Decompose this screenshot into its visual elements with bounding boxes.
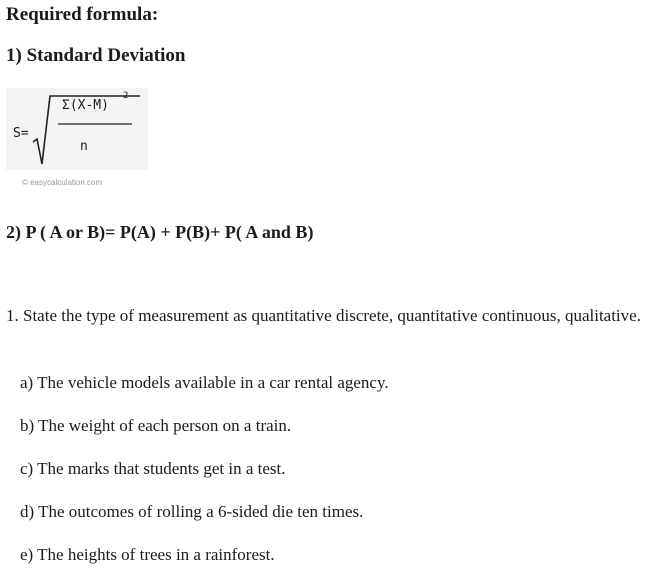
option-b: b) The weight of each person on a train. <box>20 416 292 435</box>
question-text: 1. State the type of measurement as quantitative discrete, quantitative continuous, qualitative. <box>6 306 641 325</box>
option-a: a) The vehicle models available in a car rental agency. <box>20 373 389 392</box>
option-d: d) The outcomes of rolling a 6-sided die ten times. <box>20 502 364 521</box>
formula-watermark: © easycalculation.com <box>22 178 103 187</box>
option-c: c) The marks that students get in a test. <box>20 459 286 478</box>
required-formula-heading: Required formula: <box>6 4 159 25</box>
formula-lhs: S= <box>13 126 29 141</box>
standard-deviation-formula-image <box>6 88 148 170</box>
formula-numerator: Σ(X-M) <box>62 98 109 113</box>
standard-deviation-title: 1) Standard Deviation <box>6 45 186 66</box>
option-e: e) The heights of trees in a rainforest. <box>20 545 275 564</box>
formula-denominator: n <box>80 139 88 154</box>
formula-exponent: 2 <box>123 91 129 101</box>
probability-formula: 2) P ( A or B)= P(A) + P(B)+ P( A and B) <box>6 222 314 242</box>
